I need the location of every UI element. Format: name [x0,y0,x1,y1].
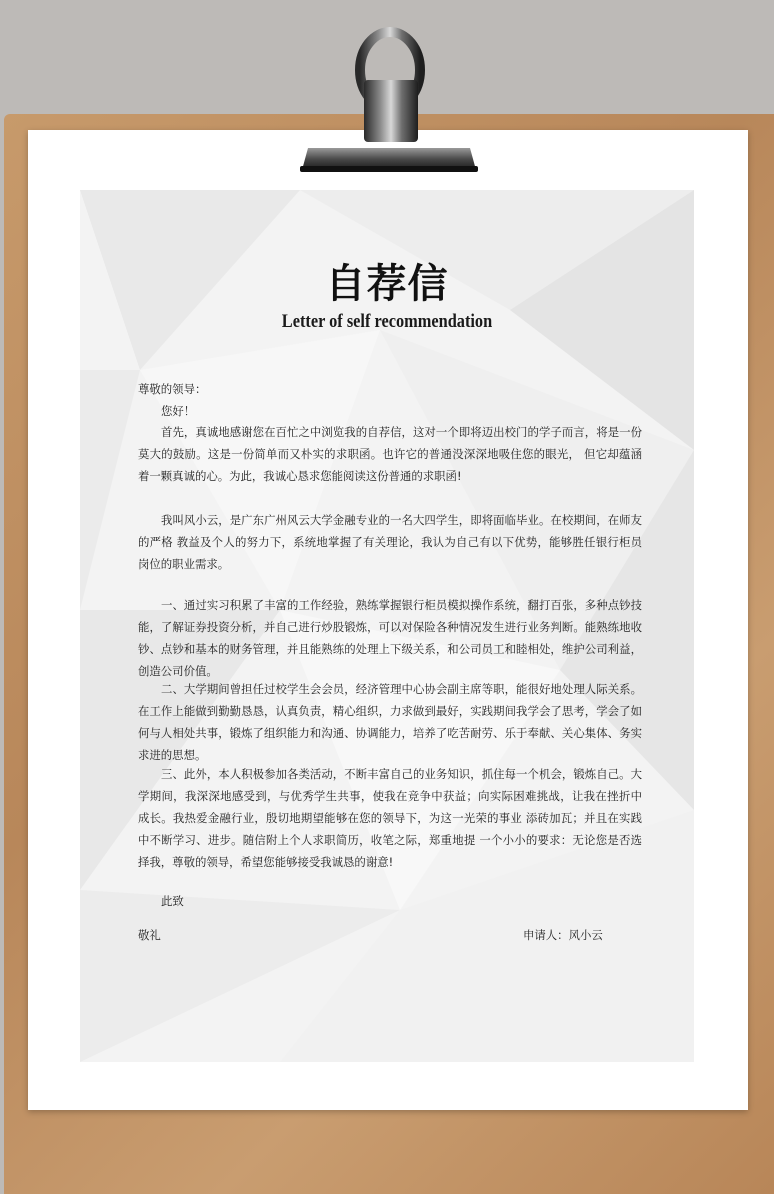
binder-clip [0,0,774,200]
paragraph-5 [138,763,642,873]
signature: 申请人：风小云 [523,928,603,942]
paragraph-text: 三、此外，本人积极参加各类活动，不断丰富自己的业务知识，抓住每一个机会，锻炼自己。大学期间，我深深地感受到，与优秀学生共事，使我在竞争中获益；向实际困难挑战，让我在挫折中 成长。我热爱金融行业，殷切地期望能够在您的领导下，为这一光荣的事业 添砖加瓦；并且在实践中不断学习、进步。随信附上个人求职简历，收笔之际，郑重地提 一个小小的要求：无论您是否选择我，尊敬的领导，希望您能够接受我诚恳的谢意! [138,767,642,869]
paragraph-text: 一、通过实习积累了丰富的工作经验，熟练掌握银行柜员模拟操作系统，翻打百张，多种点钞技能，了解证券投资分析，并自己进行炒股锻炼，可以对保险各种情况发生进行业务判断。能熟练地收钞、点钞和基本的财务管理，并且能熟练的处理上下级关系，和公司员工和睦相处，维护公司利益，创造公司价值。 [138,598,642,678]
paragraph-text: 首先，真诚地感谢您在百忙之中浏览我的自荐信，这对一个即将迈出校门的学子而言，将是一份莫大的鼓励。这是一份简单而又朴实的求职函。也许它的普通没深深地吸住您的眼光， 但它却蕴涵着一颗真诚的心。为此，我诚心恳求您能阅读这份普通的求职函! [138,425,642,483]
paragraph-2 [138,509,642,575]
page-title: 自荐信 [325,261,449,307]
paragraph-text: 二、大学期间曾担任过校学生会会员，经济管理中心协会副主席等职，能很好地处理人际关系。在工作上能做到勤勤恳恳，认真负责，精心组织，力求做到最好，实践期间我学会了思考，学会了如何与人相处共事，锻炼了组织能力和沟通、协调能力，培养了吃苦耐劳、乐于奉献、关心集体、务实求进的思想。 [138,682,642,762]
greeting: 您好！ [161,404,196,418]
paragraph-3 [138,594,642,682]
regards: 敬礼 [138,928,161,942]
closing: 此致 [161,894,184,908]
paragraph-1 [138,421,642,487]
paragraph-text: 我叫风小云，是广东广州风云大学金融专业的一名大四学生，即将面临毕业。在校期间，在师友的严格 教益及个人的努力下，系统地掌握了有关理论，我认为自己有以下优势，能够胜任银行柜员岗位的职业需求。 [138,513,642,571]
paragraph-4 [138,678,642,766]
page-subtitle: Letter of self recommendation [281,311,493,332]
salutation: 尊敬的领导： [138,382,207,396]
